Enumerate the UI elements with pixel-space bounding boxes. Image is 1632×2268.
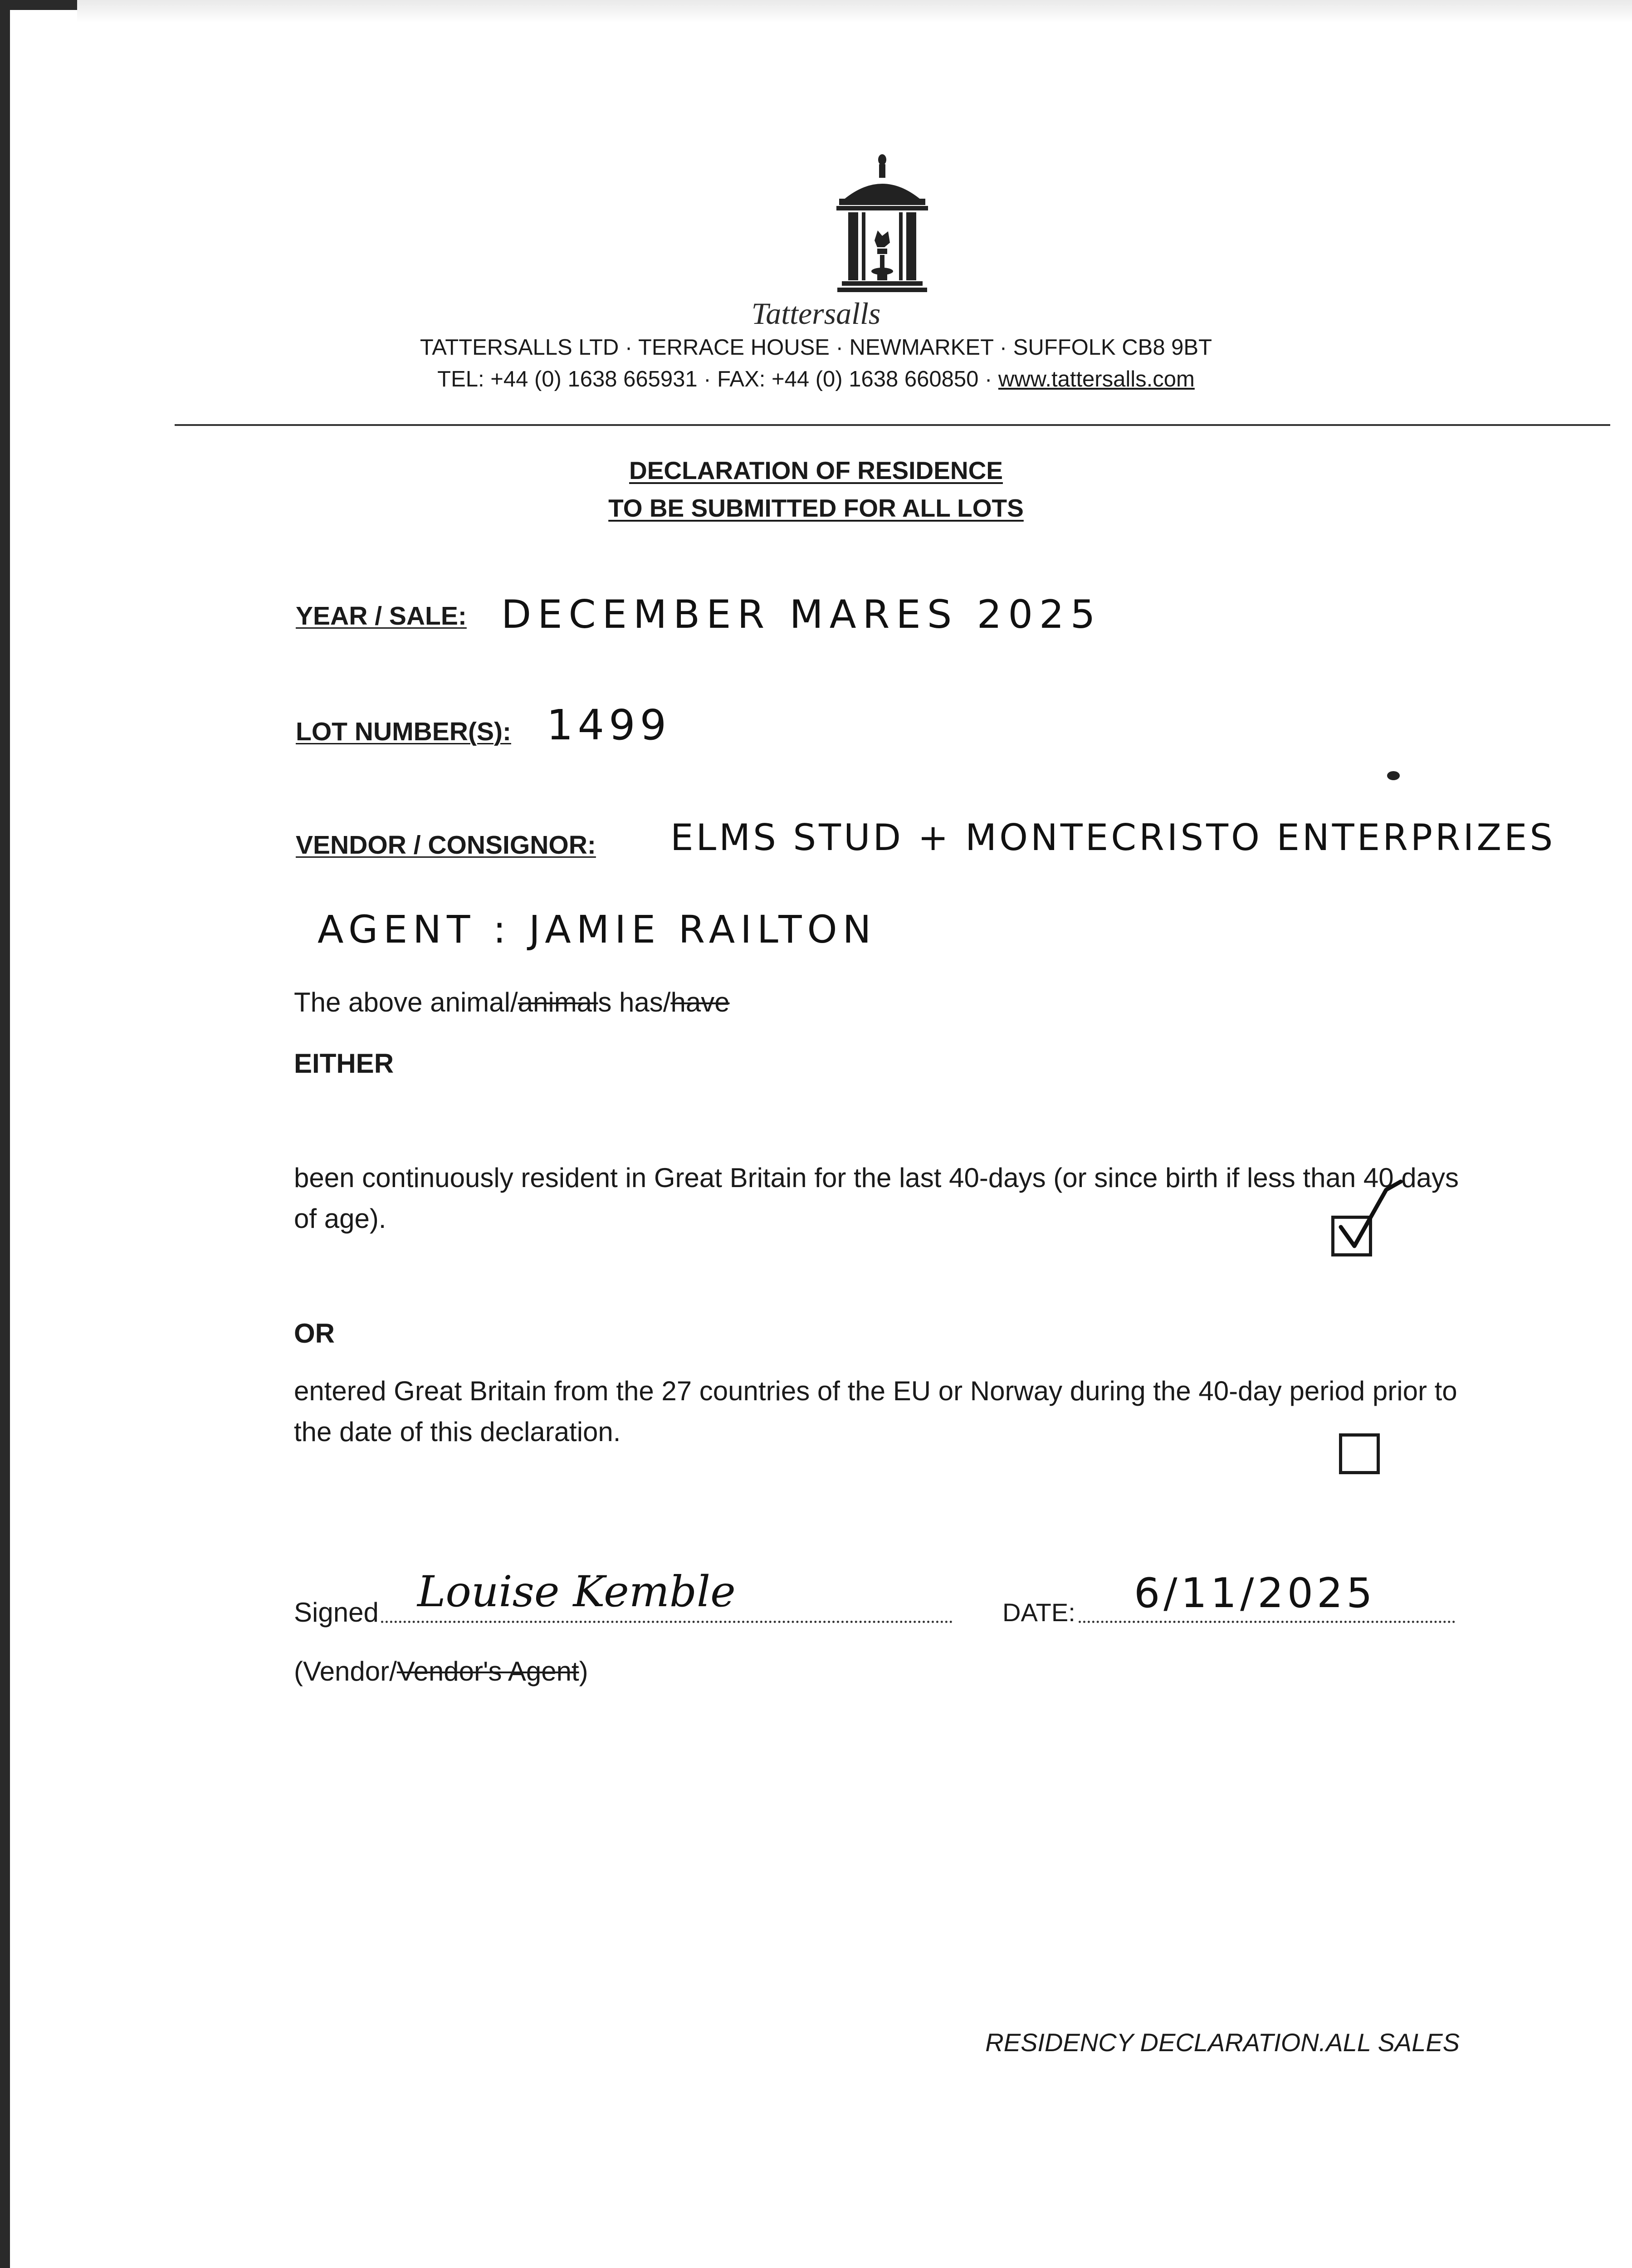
date-line [1079,1621,1455,1623]
header-divider [175,424,1610,426]
or-checkbox[interactable] [1339,1433,1380,1474]
either-heading: EITHER [294,1048,394,1079]
scan-shade [77,0,1632,23]
ink-speck [1387,771,1400,780]
year-sale-value[interactable]: DECEMBER MARES 2025 [501,592,1102,637]
statement-part1: The above animal/ [294,987,518,1017]
scan-edge-top [0,0,77,10]
role-suffix: ) [579,1656,588,1686]
contact-numbers: TEL: +44 (0) 1638 665931 · FAX: +44 (0) 1638 660850 · [437,367,998,391]
signature-line [381,1621,953,1623]
signature-value[interactable]: Louise Kemble [417,1567,736,1617]
struck-animal: animal [518,987,598,1017]
struck-have: have [670,987,730,1017]
role-struck: Vendor's Agent [396,1656,579,1686]
signed-label: Signed [294,1597,379,1628]
document-subtitle: TO BE SUBMITTED FOR ALL LOTS [608,494,1024,522]
tattersalls-logo-icon [830,150,934,299]
checkmark-icon [1333,1163,1441,1254]
contact-line [0,367,1632,392]
lot-number-value[interactable]: 1499 [547,701,671,749]
footer-reference: RESIDENCY DECLARATION.ALL SALES [985,2028,1460,2057]
animal-statement [294,982,730,1023]
vendor-value[interactable]: ELMS STUD + MONTECRISTO ENTERPRIZES [670,816,1556,859]
website-link[interactable]: www.tattersalls.com [998,367,1195,391]
agent-value[interactable]: AGENT : JAMIE RAILTON [318,907,877,952]
document-title: DECLARATION OF RESIDENCE [629,456,1003,484]
vendor-label: VENDOR / CONSIGNOR: [296,831,596,860]
role-prefix: (Vendor/ [294,1656,397,1686]
company-address: TATTERSALLS LTD · TERRACE HOUSE · NEWMARKET · SUFFOLK CB8 9BT [420,335,1212,360]
date-label: DATE: [1002,1598,1075,1627]
either-option-text: been continuously resident in Great Britain for the last 40-days (or since birth if less than 40 days of age). [294,1163,1459,1234]
date-value[interactable]: 6/11/2025 [1134,1569,1376,1617]
or-heading: OR [294,1318,335,1349]
brand-name: Tattersalls [751,296,881,331]
statement-part3: s has/ [598,987,671,1017]
year-sale-label: YEAR / SALE: [296,601,467,631]
signatory-role [294,1651,588,1692]
or-option-text: entered Great Britain from the 27 countries of the EU or Norway during the 40-day period prior to the date of this declaration. [294,1376,1457,1447]
lot-number-label: LOT NUMBER(S): [296,717,511,746]
